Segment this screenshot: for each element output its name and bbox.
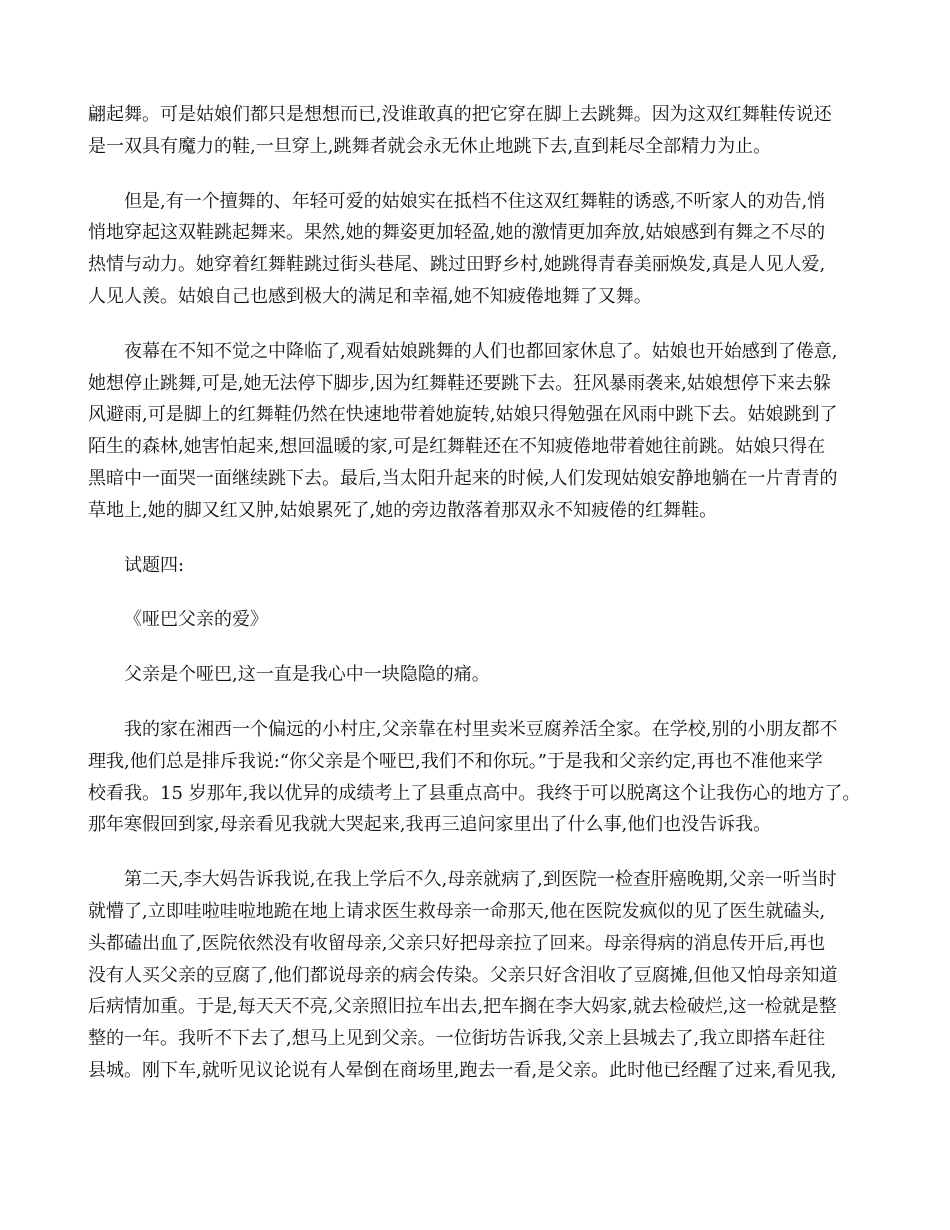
text-line: 县城。刚下车,就听见议论说有人晕倒在商场里,跑去一看,是父亲。此时他已经醒了过来,看见我, [88, 1059, 837, 1081]
paragraph [88, 336, 880, 527]
text-line: 试题四: [124, 554, 185, 576]
text-line: 草地上,她的脚又红又肿,姑娘累死了,她的旁边散落着那双永不知疲倦的红舞鞋。 [88, 499, 718, 521]
text-line: 黑暗中一面哭一面继续跳下去。最后,当太阳升起来的时候,人们发现姑娘安静地躺在一片青青的 [88, 467, 838, 489]
text-line: 但是,有一个擅舞的、年轻可爱的姑娘实在抵档不住这双红舞鞋的诱惑,不听家人的劝告,悄 [124, 190, 826, 212]
text-line: 热情与动力。她穿着红舞鞋跳过街头巷尾、跳过田野乡村,她跳得青春美丽焕发,真是人见人爱, [88, 254, 826, 276]
text-line: 头都磕出血了,医院依然没有收留母亲,父亲只好把母亲拉了回来。母亲得病的消息传开后,再也 [88, 932, 826, 954]
text-line: 她想停止跳舞,可是,她无法停下脚步,因为红舞鞋还要跳下去。狂风暴雨袭来,姑娘想停下来去躲 [88, 372, 831, 394]
text-line: 悄地穿起这双鞋跳起舞来。果然,她的舞姿更加轻盈,她的激情更加奔放,姑娘感到有舞之不尽的 [88, 222, 826, 244]
text-line: 整的一年。我听不下去了,想马上见到父亲。一位街坊告诉我,父亲上县城去了,我立即搭车赶往 [88, 1028, 826, 1050]
paragraph [88, 659, 880, 691]
paragraph [88, 714, 880, 841]
text-line: 那年寒假回到家,母亲看见我就大哭起来,我再三追问家里出了什么事,他们也没告诉我。 [88, 814, 772, 836]
paragraph [88, 186, 880, 313]
text-line: 翩起舞。可是姑娘们都只是想想而已,没谁敢真的把它穿在脚上去跳舞。因为这双红舞鞋传说还 [88, 104, 832, 125]
text-line: 没有人买父亲的豆腐了,他们都说母亲的病会传染。父亲只好含泪收了豆腐摊,但他又怕母亲知道 [88, 964, 838, 986]
text-line: 后病情加重。于是,每天天不亮,父亲照旧拉车出去,把车搁在李大妈家,就去检破烂,这一检就是整 [88, 996, 837, 1018]
text-line: 理我,他们总是排斥我说:“你父亲是个哑巴,我们不和你玩。”于是我和父亲约定,再也不准他来学 [88, 750, 823, 772]
text-line: 夜幕在不知不觉之中降临了,观看姑娘跳舞的人们也都回家休息了。姑娘也开始感到了倦意, [124, 340, 838, 362]
text-line: 陌生的森林,她害怕起来,想回温暖的家,可是红舞鞋还在不知疲倦地带着她往前跳。姑娘只得在 [88, 436, 826, 458]
text-line: 人见人羡。姑娘自己也感到极大的满足和幸福,她不知疲倦地舞了又舞。 [88, 285, 652, 307]
paragraph [88, 99, 880, 163]
text-line: 《哑巴父亲的爱》 [124, 609, 268, 631]
text-line: 父亲是个哑巴,这一直是我心中一块隐隐的痛。 [124, 664, 490, 686]
paragraph [88, 550, 880, 582]
text-line: 校看我。15 岁那年,我以优异的成绩考上了县重点高中。我终于可以脱离这个让我伤心的地方了。 [88, 782, 861, 804]
paragraph [88, 604, 880, 636]
text-line: 风避雨,可是脚上的红舞鞋仍然在快速地带着她旋转,姑娘只得勉强在风雨中跳下去。姑娘跳到了 [88, 404, 838, 426]
document-body [88, 99, 880, 1087]
paragraph [88, 864, 880, 1087]
text-line: 是一双具有魔力的鞋,一旦穿上,跳舞者就会永无休止地跳下去,直到耗尽全部精力为止。 [88, 135, 772, 157]
text-line: 第二天,李大妈告诉我说,在我上学后不久,母亲就病了,到医院一检查肝癌晚期,父亲一听当时 [124, 869, 837, 891]
text-line: 我的家在湘西一个偏远的小村庄,父亲靠在村里卖米豆腐养活全家。在学校,别的小朋友都不 [124, 718, 838, 740]
text-line: 就懵了,立即哇啦哇啦地跪在地上请求医生救母亲一命那天,他在医院发疯似的见了医生就磕头, [88, 900, 826, 922]
